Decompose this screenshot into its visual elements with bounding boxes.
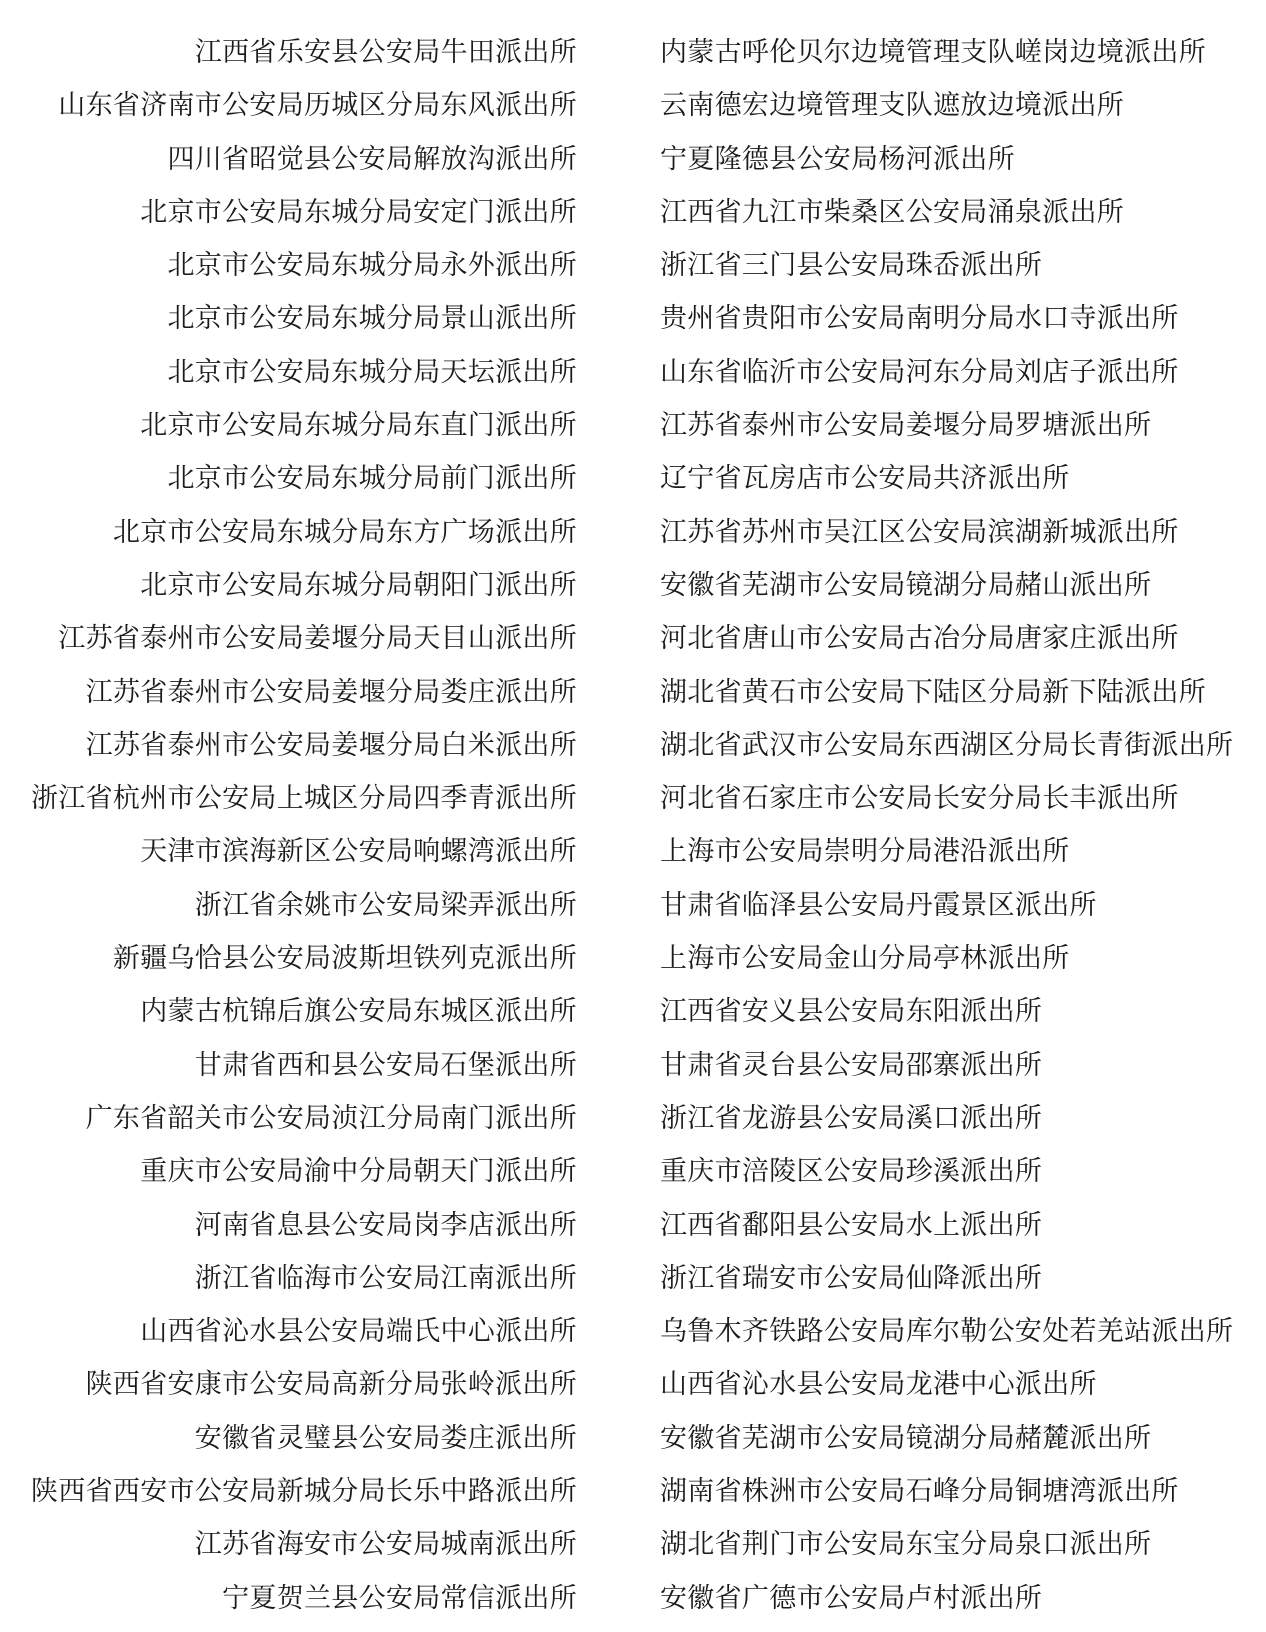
right-entry: 江西省鄱阳县公安局水上派出所 [660, 1209, 1043, 1241]
left-entry: 浙江省余姚市公安局梁弄派出所 [194, 889, 577, 921]
left-entry: 北京市公安局东城分局景山派出所 [167, 303, 577, 335]
left-entry: 广东省韶关市公安局浈江分局南门派出所 [85, 1102, 577, 1134]
right-entry: 上海市公安局金山分局亭林派出所 [660, 943, 1070, 975]
left-entry: 北京市公安局东城分局安定门派出所 [140, 196, 577, 228]
right-entry: 辽宁省瓦房店市公安局共济派出所 [660, 463, 1070, 495]
right-entry: 湖北省武汉市公安局东西湖区分局长青街派出所 [660, 729, 1234, 761]
left-entry: 新疆乌恰县公安局波斯坦铁列克派出所 [112, 943, 577, 975]
right-entry: 宁夏隆德县公安局杨河派出所 [660, 143, 1015, 175]
left-entry: 浙江省临海市公安局江南派出所 [194, 1262, 577, 1294]
right-entry: 浙江省瑞安市公安局仙降派出所 [660, 1262, 1043, 1294]
right-entry: 甘肃省灵台县公安局邵寨派出所 [660, 1049, 1043, 1081]
left-entry: 山西省沁水县公安局端氏中心派出所 [140, 1316, 577, 1348]
left-entry: 江苏省泰州市公安局姜堰分局天目山派出所 [58, 623, 577, 655]
right-entry: 贵州省贵阳市公安局南明分局水口寺派出所 [660, 303, 1179, 335]
right-entry: 河北省唐山市公安局古冶分局唐家庄派出所 [660, 623, 1179, 655]
right-entry: 湖南省株洲市公安局石峰分局铜塘湾派出所 [660, 1476, 1179, 1508]
right-entry: 江苏省苏州市吴江区公安局滨湖新城派出所 [660, 516, 1179, 548]
right-entry: 重庆市涪陵区公安局珍溪派出所 [660, 1156, 1043, 1188]
left-entry: 北京市公安局东城分局朝阳门派出所 [140, 569, 577, 601]
left-entry: 浙江省杭州市公安局上城区分局四季青派出所 [31, 783, 577, 815]
right-entry: 江苏省泰州市公安局姜堰分局罗塘派出所 [660, 410, 1152, 442]
left-entry: 甘肃省西和县公安局石堡派出所 [194, 1049, 577, 1081]
left-entry: 陕西省西安市公安局新城分局长乐中路派出所 [31, 1476, 577, 1508]
right-entry: 江西省九江市柴桑区公安局涌泉派出所 [660, 196, 1125, 228]
right-entry: 云南德宏边境管理支队遮放边境派出所 [660, 90, 1125, 122]
left-entry: 陕西省安康市公安局高新分局张岭派出所 [85, 1369, 577, 1401]
right-column-list [660, 26, 1260, 1625]
right-entry: 山东省临沂市公安局河东分局刘店子派出所 [660, 356, 1179, 388]
left-entry: 重庆市公安局渝中分局朝天门派出所 [140, 1156, 577, 1188]
left-entry: 江苏省泰州市公安局姜堰分局白米派出所 [85, 729, 577, 761]
left-entry: 内蒙古杭锦后旗公安局东城区派出所 [140, 996, 577, 1028]
right-entry: 浙江省龙游县公安局溪口派出所 [660, 1102, 1043, 1134]
left-entry: 天津市滨海新区公安局响螺湾派出所 [140, 836, 577, 868]
left-entry: 江西省乐安县公安局牛田派出所 [194, 37, 577, 68]
right-entry: 安徽省芜湖市公安局镜湖分局赭麓派出所 [660, 1422, 1152, 1454]
right-entry: 乌鲁木齐铁路公安局库尔勒公安处若羌站派出所 [660, 1316, 1234, 1348]
left-entry: 安徽省灵璧县公安局娄庄派出所 [194, 1422, 577, 1454]
left-entry: 江苏省海安市公安局城南派出所 [194, 1529, 577, 1561]
right-entry: 江西省安义县公安局东阳派出所 [660, 996, 1043, 1028]
left-entry: 江苏省泰州市公安局姜堰分局娄庄派出所 [85, 676, 577, 708]
left-entry: 宁夏贺兰县公安局常信派出所 [222, 1582, 577, 1614]
right-entry: 安徽省广德市公安局卢村派出所 [660, 1582, 1043, 1614]
right-entry: 上海市公安局崇明分局港沿派出所 [660, 836, 1070, 868]
left-entry: 北京市公安局东城分局东直门派出所 [140, 410, 577, 442]
left-entry: 北京市公安局东城分局前门派出所 [167, 463, 577, 495]
right-entry: 山西省沁水县公安局龙港中心派出所 [660, 1369, 1097, 1401]
right-entry: 浙江省三门县公安局珠岙派出所 [660, 250, 1043, 282]
left-entry: 河南省息县公安局岗李店派出所 [194, 1209, 577, 1241]
left-entry: 北京市公安局东城分局永外派出所 [167, 250, 577, 282]
right-entry: 内蒙古呼伦贝尔边境管理支队嵯岗边境派出所 [660, 37, 1206, 68]
right-entry: 甘肃省临泽县公安局丹霞景区派出所 [660, 889, 1097, 921]
right-entry: 河北省石家庄市公安局长安分局长丰派出所 [660, 783, 1179, 815]
left-entry: 四川省昭觉县公安局解放沟派出所 [167, 143, 577, 175]
right-entry: 湖北省黄石市公安局下陆区分局新下陆派出所 [660, 676, 1206, 708]
left-entry: 北京市公安局东城分局天坛派出所 [167, 356, 577, 388]
right-entry: 湖北省荆门市公安局东宝分局泉口派出所 [660, 1529, 1152, 1561]
left-entry: 山东省济南市公安局历城区分局东风派出所 [58, 90, 577, 122]
left-entry: 北京市公安局东城分局东方广场派出所 [112, 516, 577, 548]
left-column-list [0, 26, 577, 1625]
right-entry: 安徽省芜湖市公安局镜湖分局赭山派出所 [660, 569, 1152, 601]
